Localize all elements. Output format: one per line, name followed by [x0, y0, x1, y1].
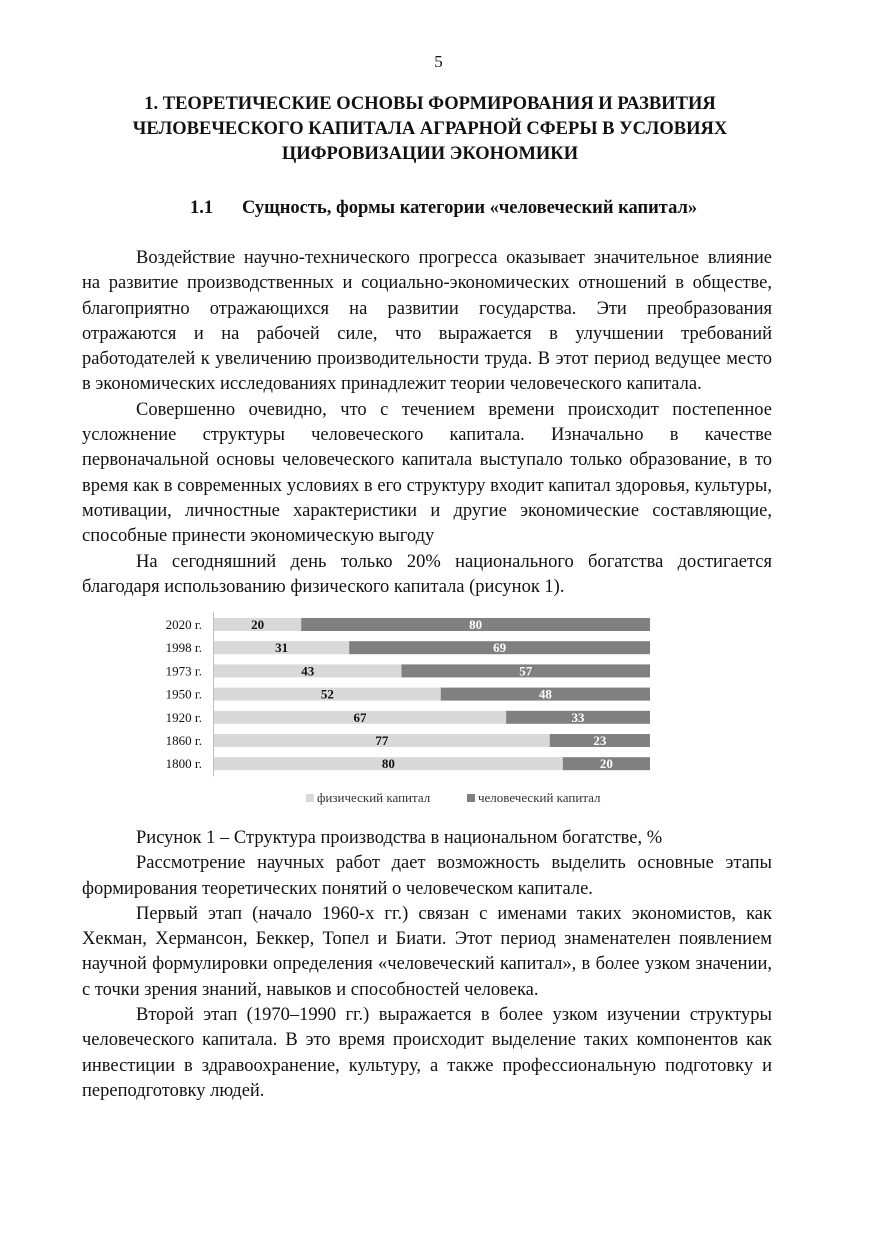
- data-label: 69: [493, 640, 507, 656]
- data-label: 57: [519, 663, 533, 679]
- data-label: 80: [469, 617, 483, 632]
- category-label: 1950 г.: [165, 686, 202, 702]
- legend-label: физический капитал: [317, 790, 431, 805]
- category-label: 1800 г.: [165, 756, 202, 772]
- legend-swatch-human: [467, 794, 475, 802]
- page-number: 5: [434, 52, 443, 71]
- section-number: 1.1: [190, 198, 214, 218]
- data-label: 20: [251, 617, 265, 632]
- body-text-bottom: [82, 826, 772, 1104]
- data-label: 43: [301, 663, 315, 679]
- stacked-bar-chart: [140, 612, 680, 817]
- legend-label: человеческий капитал: [478, 790, 601, 805]
- figure-caption: Рисунок 1 – Структура производства в национальном богатстве, %: [136, 828, 663, 848]
- legend-swatch-physical: [306, 794, 314, 802]
- data-label: 48: [538, 686, 552, 702]
- paragraph: Воздействие научно-технического прогресса оказывает значительное влияние на развитие производственных и социально-экономических отношений в обществе, благоприятно отражающихся на развитии государства. Эти преобразования отражаются и на рабочей силе, что выражается в улучшении требований работодателей к увеличению производительности труда. В этот период ведущее место в экономических исследованиях принадлежит теории человеческого капитала.: [82, 248, 772, 395]
- category-label: 1998 г.: [165, 640, 202, 656]
- data-label: 33: [571, 709, 585, 725]
- data-label: 20: [599, 756, 613, 772]
- category-label: 1860 г.: [165, 733, 202, 748]
- paragraph: На сегодняшний день только 20% национального богатства достигается благодаря использованию физического капитала (рисунок 1).: [82, 551, 772, 597]
- category-label: 2020 г.: [165, 617, 202, 632]
- paragraph: Совершенно очевидно, что с течением времени происходит постепенное усложнение структуры человеческого капитала. Изначально в качестве первоначальной основы человеческого капитала выступало только образование, в то время как в современных условиях в его структуру входит капитал здоровья, культуры, мотивации, личностные характеристики и другие экономические составляющие, способные принести экономическую выгоду: [82, 399, 772, 547]
- data-label: 31: [275, 640, 289, 656]
- paragraph: Рассмотрение научных работ дает возможность выделить основные этапы формирования теоретических понятий о человеческом капитале.: [82, 853, 772, 899]
- figure-1-chart: [140, 612, 680, 817]
- chapter-title: 1. ТЕОРЕТИЧЕСКИЕ ОСНОВЫ ФОРМИРОВАНИЯ И РАЗВИТИЯ ЧЕЛОВЕЧЕСКОГО КАПИТАЛА АГРАРНОЙ СФЕРЫ В УСЛОВИЯХ ЦИФРОВИЗАЦИИ ЭКОНОМИКИ: [132, 94, 728, 164]
- data-label: 77: [375, 733, 389, 748]
- data-label: 67: [353, 709, 367, 725]
- category-label: 1920 г.: [165, 709, 202, 725]
- category-label: 1973 г.: [165, 663, 202, 679]
- paragraph: Второй этап (1970–1990 гг.) выражается в более узком изучении структуры человеческого капитала. В это время происходит выделение таких компонентов как инвестиции в здравоохранение, культуру, а также профессиональную подготовку и переподготовку людей.: [82, 1005, 772, 1101]
- body-text-top: [82, 246, 772, 600]
- section-title: [190, 198, 697, 219]
- data-label: 23: [593, 733, 607, 748]
- data-label: 80: [381, 756, 395, 772]
- paragraph: Первый этап (начало 1960-х гг.) связан с именами таких экономистов, как Хекман, Хермансон, Беккер, Топел и Биати. Этот период знаменателен появлением научной формулировки определения «человеческий капитал», в более узком значении, с точки зрения знаний, навыков и способностей человека.: [82, 903, 772, 1000]
- section-title-text: Сущность, формы категории «человеческий капитал»: [242, 198, 698, 218]
- data-label: 52: [320, 686, 334, 702]
